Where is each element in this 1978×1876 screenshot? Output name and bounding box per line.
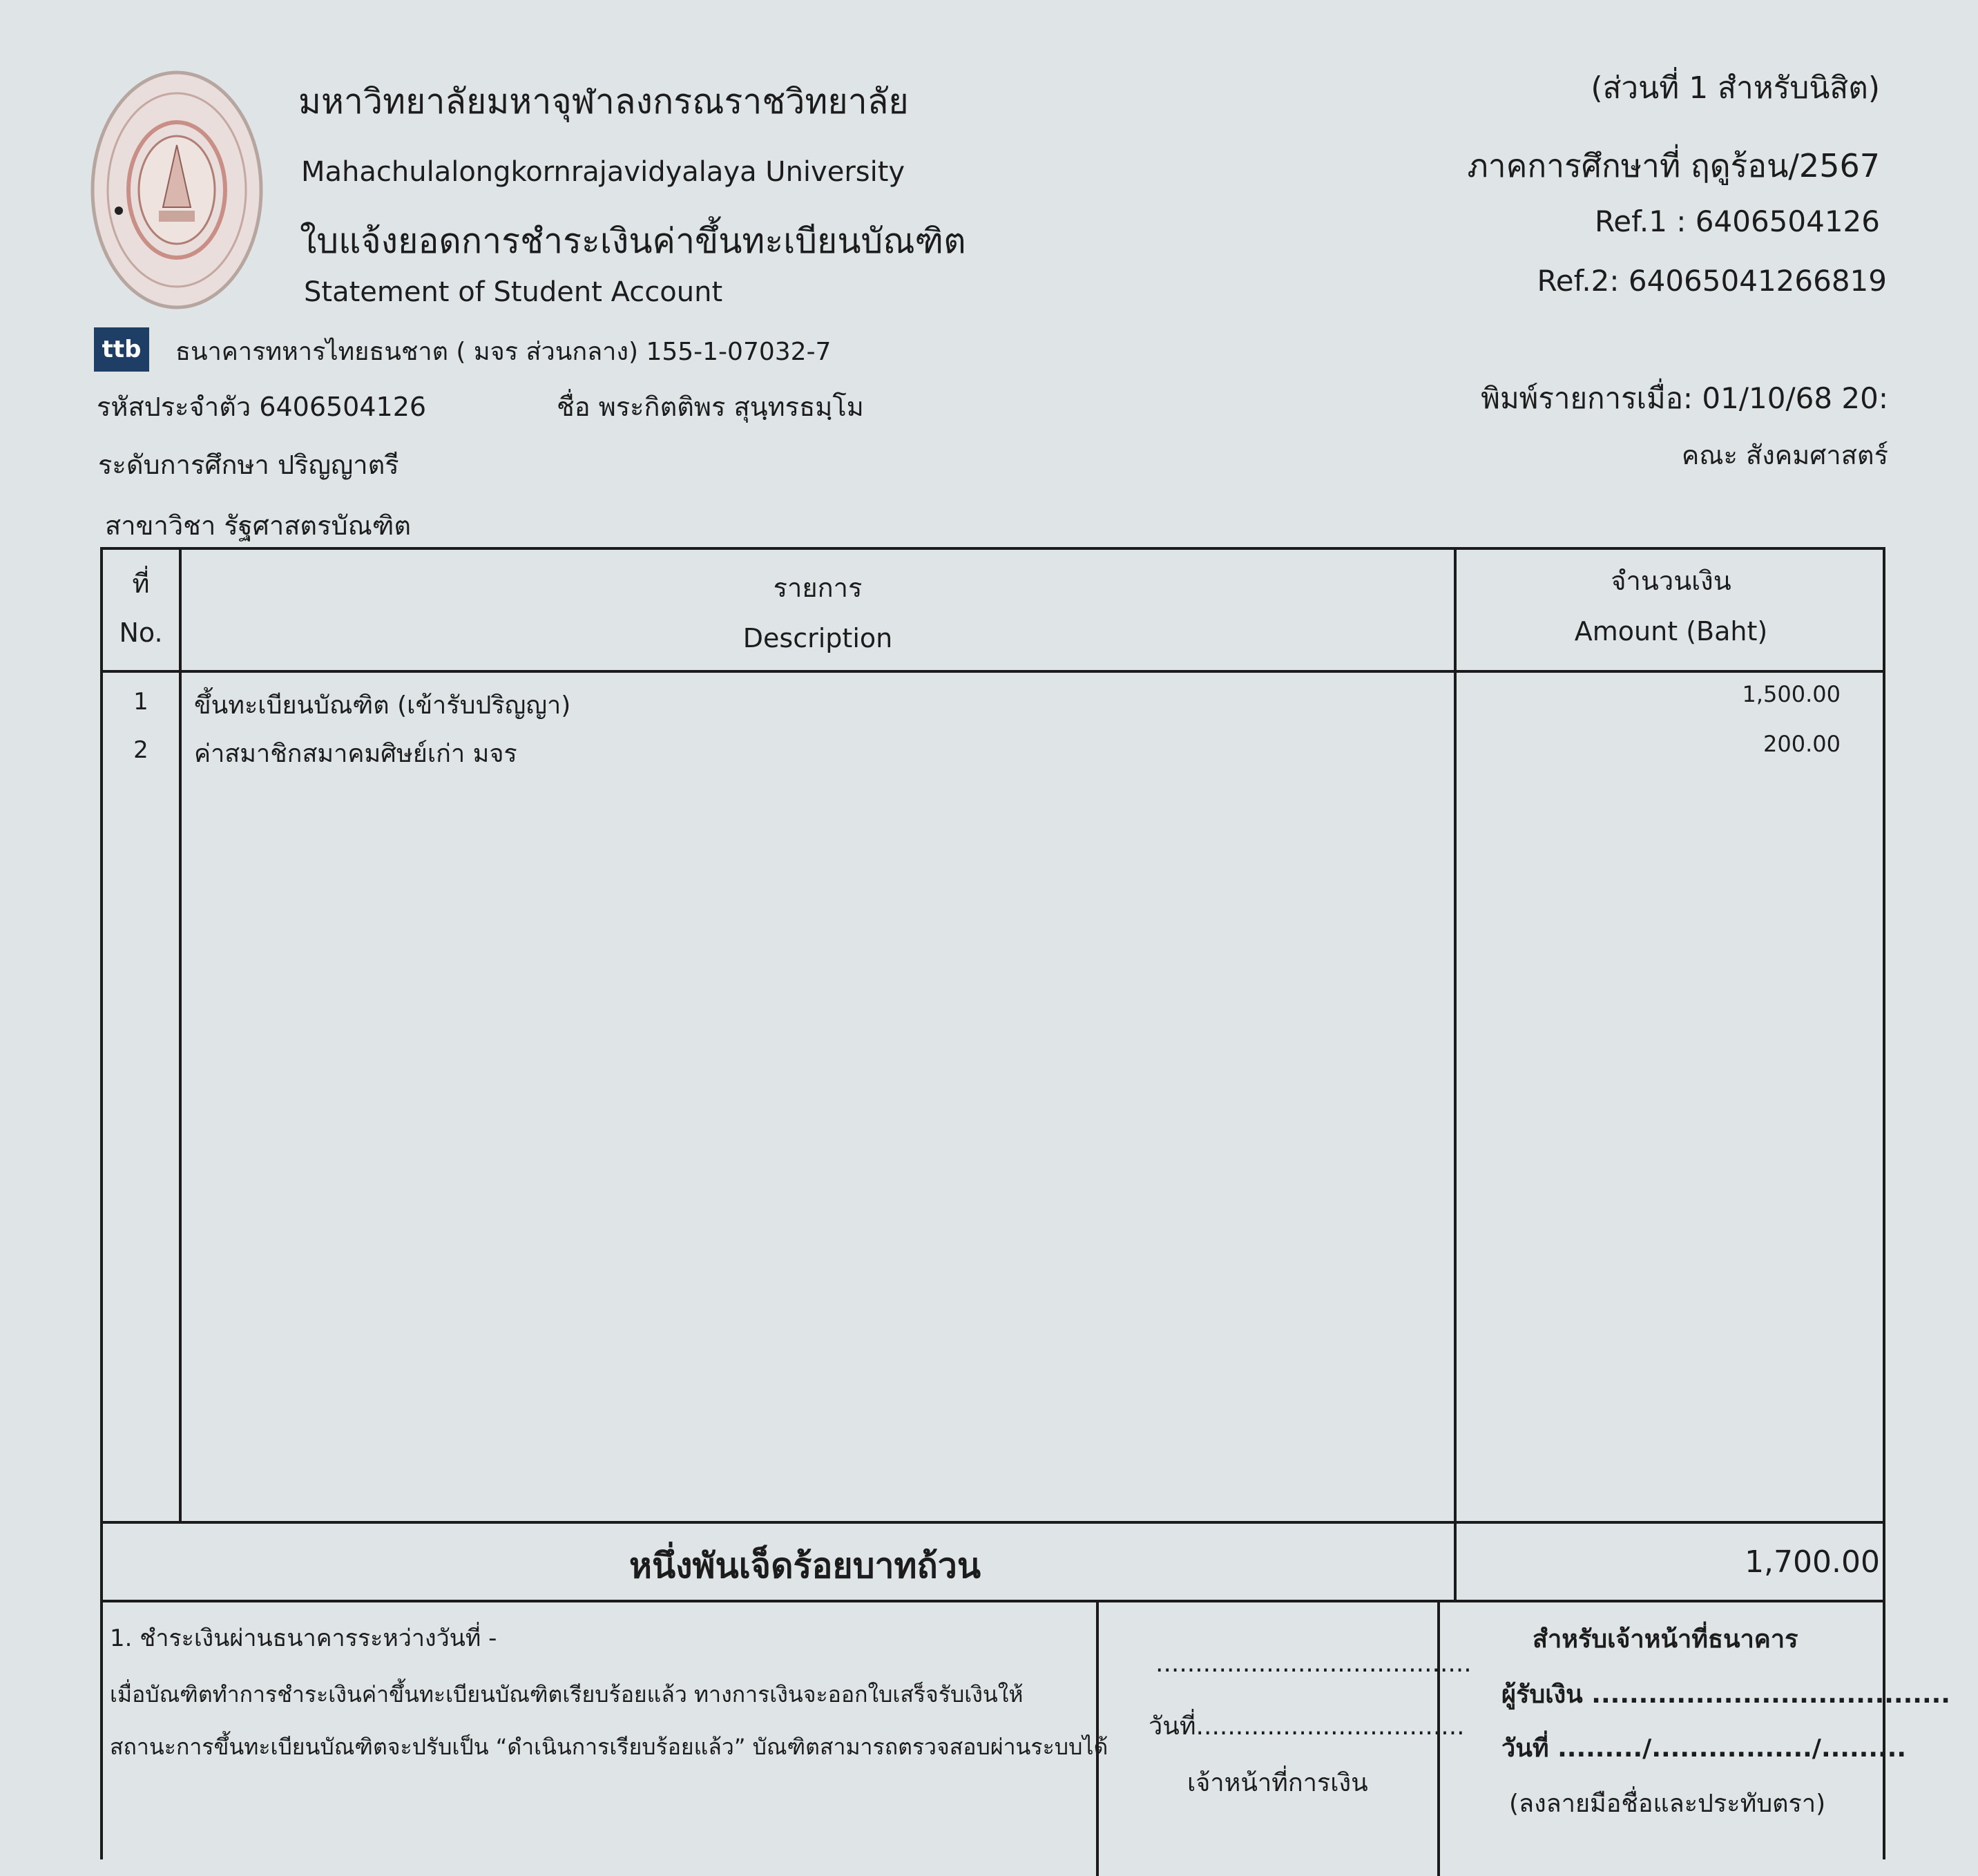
semester: ภาคการศึกษาที่ ฤดูร้อน/2567 (1467, 147, 1880, 184)
ref2: Ref.2: 64065041266819 (1537, 264, 1887, 298)
row-2-description: ค่าสมาชิกสมาคมศิษย์เก่า มจร (194, 740, 517, 768)
total-amount-text: หนึ่งพันเจ็ดร้อยบาทถ้วน (629, 1546, 981, 1586)
officer-title: เจ้าหน้าที่การเงิน (1187, 1769, 1368, 1797)
col-amount-th: จำนวนเงิน (1611, 566, 1731, 596)
document-title-en: Statement of Student Account (304, 276, 723, 308)
bank-logo-icon: ttb (94, 327, 149, 372)
ref1: Ref.1 : 6406504126 (1594, 204, 1880, 238)
university-seal-icon (90, 69, 264, 311)
copy-label: (ส่วนที่ 1 สำหรับนิสิต) (1591, 70, 1880, 106)
col-amount-en: Amount (Baht) (1574, 616, 1768, 647)
officer-signature-line: ........................................ (1155, 1649, 1472, 1678)
col-no-en: No. (119, 618, 163, 648)
receiver-line: ผู้รับเงิน ...................................... (1501, 1681, 1950, 1709)
major: สาขาวิชา รัฐศาสตรบัณฑิต (105, 510, 412, 541)
col-desc-th: รายการ (773, 573, 863, 603)
row-2-amount: 200.00 (1763, 731, 1841, 757)
sign-and-stamp: (ลงลายมือชื่อและประทับตรา) (1509, 1790, 1826, 1818)
total-amount: 1,700.00 (1745, 1544, 1880, 1580)
document-title-th: ใบแจ้งยอดการชำระเงินค่าขึ้นทะเบียนบัณฑิต (300, 221, 966, 261)
study-level: ระดับการศึกษา ปริญญาตรี (98, 450, 399, 480)
row-1-amount: 1,500.00 (1742, 681, 1841, 707)
bank-officer-title: สำหรับเจ้าหน้าที่ธนาคาร (1533, 1625, 1798, 1654)
printed-at: พิมพ์รายการเมื่อ: 01/10/68 20: (1481, 381, 1888, 415)
payment-note-1: 1. ชำระเงินผ่านธนาคารระหว่างวันที่ - (110, 1625, 497, 1652)
row-1-description: ขึ้นทะเบียนบัณฑิต (เข้ารับปริญญา) (194, 691, 571, 720)
bank-account: ธนาคารทหารไทยธนชาต ( มจร ส่วนกลาง) 155-1-07032-7 (175, 338, 832, 366)
student-name: ชื่อ พระกิตติพร สุนฺทรธมฺโม (557, 392, 864, 422)
payment-note-3: สถานะการขึ้นทะเบียนบัณฑิตจะปรับเป็น “ดำเนินการเรียบร้อยแล้ว” บัณฑิตสามารถตรวจสอบผ่านระบบได้ (110, 1734, 1108, 1760)
row-2-no: 2 (133, 736, 148, 764)
student-id: รหัสประจำตัว 6406504126 (97, 392, 427, 422)
faculty: คณะ สังคมศาสตร์ (1681, 440, 1888, 470)
university-name-th: มหาวิทยาลัยมหาจุฬาลงกรณราชวิทยาลัย (298, 82, 909, 122)
university-name-en: Mahachulalongkornrajavidyalaya University (301, 156, 905, 188)
payment-note-2: เมื่อบัณฑิตทำการชำระเงินค่าขึ้นทะเบียนบัณฑิตเรียบร้อยแล้ว ทางการเงินจะออกใบเสร็จรับเงินให้ (110, 1681, 1024, 1707)
statement-table (100, 547, 1950, 1859)
officer-date: วันที่.................................. (1149, 1712, 1465, 1741)
col-desc-en: Description (742, 623, 893, 653)
col-no-th: ที่ (132, 568, 150, 599)
row-1-no: 1 (133, 688, 148, 716)
bank-date-line: วันที่ ........./................./......... (1501, 1734, 1907, 1763)
